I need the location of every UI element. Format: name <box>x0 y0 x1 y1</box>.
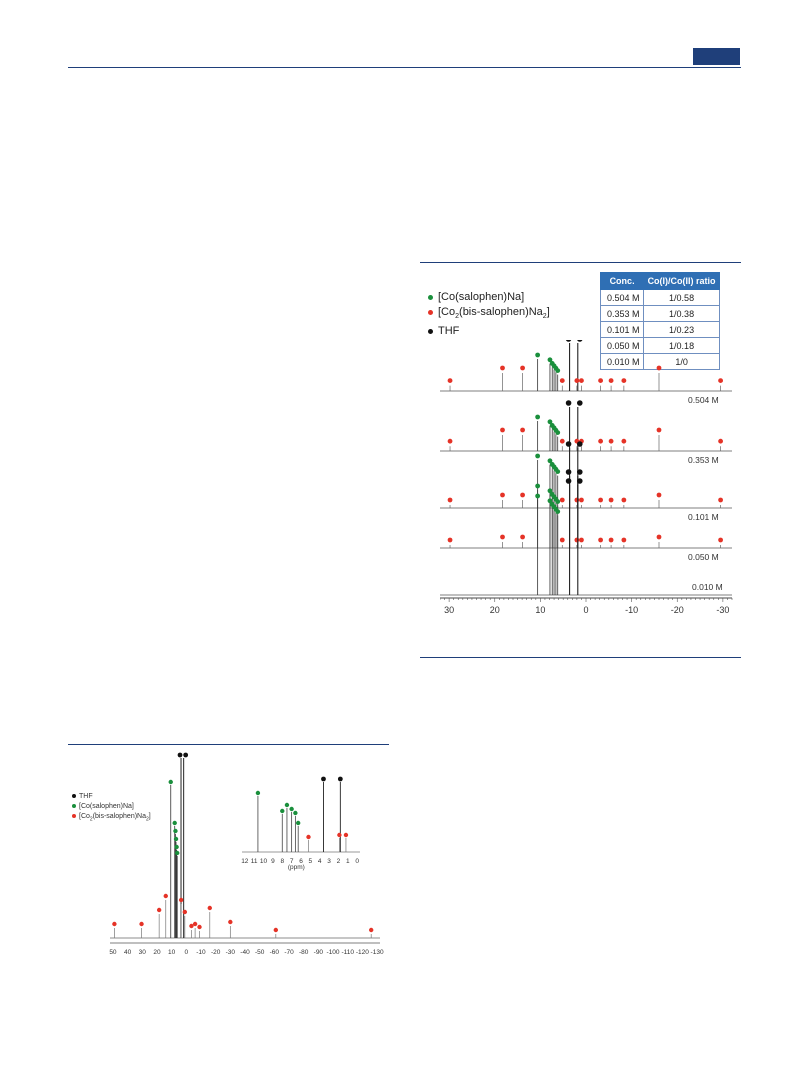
x-tick-label: -10 <box>196 949 206 956</box>
inset-x-tick-label: 10 <box>259 858 268 865</box>
marker-thf <box>566 478 572 484</box>
marker-red <box>657 428 662 433</box>
x-tick-label: 0 <box>184 949 189 956</box>
figure-bottom-rule <box>68 744 389 745</box>
x-tick-label: 20 <box>153 949 161 956</box>
legend-label-black: THF <box>79 793 93 800</box>
marker-green <box>555 499 560 504</box>
x-tick-label: -60 <box>269 949 280 956</box>
marker-thf <box>577 340 583 342</box>
inset-x-axis-label: (ppm) <box>287 864 305 871</box>
x-tick-label: -30 <box>716 605 730 615</box>
x-tick-label: -100 <box>326 949 340 956</box>
inset-marker-red <box>306 835 310 839</box>
marker-thf <box>577 441 583 447</box>
x-tick-label: -10 <box>625 605 639 615</box>
figure-top-legend <box>428 290 550 339</box>
table-cell-ratio: 1/0.38 <box>644 306 720 322</box>
marker-red <box>164 894 168 898</box>
ratio-table-header-row <box>601 273 720 290</box>
table-row <box>601 306 720 322</box>
inset-x-tick-label: 9 <box>271 858 275 865</box>
x-tick-label: 50 <box>109 949 117 956</box>
table-cell-conc: 0.050 M <box>601 338 644 354</box>
inset-x-tick-label: 6 <box>299 858 303 865</box>
marker-red <box>621 498 626 503</box>
inset-marker-green <box>285 803 289 807</box>
legend-label-black: THF <box>438 325 460 338</box>
x-tick-label: -50 <box>254 949 265 956</box>
inset-marker-red <box>344 833 348 837</box>
trace-label: 0.101 M <box>688 512 719 522</box>
marker-red <box>500 493 505 498</box>
inset-marker-red <box>337 833 341 837</box>
legend-dot-black <box>428 329 433 334</box>
inset-marker-thf <box>338 777 343 782</box>
marker-green <box>174 845 178 849</box>
marker-red <box>112 922 116 926</box>
legend-label-green: [Co(salophen)Na] <box>438 291 525 303</box>
legend-label-red-3: ] <box>148 813 151 820</box>
marker-red <box>500 366 505 371</box>
marker-red <box>598 378 603 383</box>
inset-x-tick-label: 12 <box>241 858 249 865</box>
marker-red <box>520 493 525 498</box>
nmr-full-spectrum <box>90 748 390 963</box>
x-tick-label: 20 <box>489 605 500 615</box>
marker-thf <box>566 340 572 342</box>
marker-red <box>560 378 565 383</box>
inset-marker-green <box>296 821 300 825</box>
legend-item-red <box>428 305 550 324</box>
marker-red <box>657 535 662 540</box>
inset-marker-green <box>280 809 284 813</box>
marker-green <box>535 484 540 489</box>
x-tick-label: 40 <box>123 949 132 956</box>
marker-red <box>274 928 278 932</box>
marker-red <box>208 906 212 910</box>
marker-thf <box>183 753 188 758</box>
inset-x-tick-label: 0 <box>355 858 360 865</box>
x-tick-label: -120 <box>355 949 369 956</box>
marker-green <box>555 430 560 435</box>
marker-red <box>520 366 525 371</box>
marker-red <box>574 378 579 383</box>
table-cell-conc: 0.010 M <box>601 354 644 370</box>
legend-label-red-2: (bis-salophen)Na <box>459 306 543 318</box>
marker-red <box>598 498 603 503</box>
legend-dot-black <box>72 794 76 798</box>
marker-red <box>448 538 453 543</box>
legend-label-red-3: ] <box>546 306 550 318</box>
figure-top-bottom-rule <box>420 657 741 658</box>
legend-item-green <box>428 290 550 305</box>
marker-red <box>560 439 565 444</box>
marker-thf <box>566 441 572 447</box>
marker-red <box>448 439 453 444</box>
legend-label-red-2: (bis-salophen)Na <box>92 813 146 820</box>
legend-label-red-1: [Co <box>79 813 90 820</box>
marker-thf <box>577 469 583 475</box>
header-badge <box>693 48 740 65</box>
marker-thf <box>577 400 583 406</box>
marker-green <box>169 780 173 784</box>
marker-red <box>718 378 723 383</box>
marker-red <box>579 538 584 543</box>
inset-x-tick-label: 5 <box>308 858 313 865</box>
marker-red <box>520 535 525 540</box>
legend-label-green: [Co(salophen)Na] <box>79 803 134 810</box>
legend-item-black <box>428 324 550 339</box>
marker-red <box>598 538 603 543</box>
legend-dot-red <box>72 814 76 818</box>
marker-red <box>183 910 187 914</box>
x-tick-label: -80 <box>298 949 309 956</box>
marker-green <box>555 368 560 373</box>
x-tick-label: -40 <box>240 949 250 956</box>
legend-label-red-sub2: 2 <box>542 313 547 321</box>
table-cell-ratio: 1/0.23 <box>644 322 720 338</box>
marker-thf <box>566 469 572 475</box>
marker-red <box>179 898 183 902</box>
x-tick-label: -130 <box>370 949 384 956</box>
inset-x-tick-label: 8 <box>280 858 285 865</box>
figure-top-rule <box>420 262 741 263</box>
x-tick-label: 30 <box>138 949 146 956</box>
marker-red <box>718 439 723 444</box>
trace-label: 0.010 M <box>692 582 723 592</box>
marker-red <box>193 922 197 926</box>
inset-marker-green <box>256 791 260 795</box>
marker-red <box>718 538 723 543</box>
marker-green <box>555 469 560 474</box>
marker-red <box>560 498 565 503</box>
marker-red <box>609 378 614 383</box>
marker-green <box>555 509 560 514</box>
marker-red <box>448 498 453 503</box>
legend-label-red-sub1: 2 <box>455 313 460 321</box>
inset-x-tick-label: 7 <box>289 858 294 865</box>
marker-green <box>535 494 540 499</box>
legend-label-red-sub1: 2 <box>89 816 93 823</box>
x-tick-label: -20 <box>210 949 221 956</box>
inset-x-tick-label: 11 <box>250 858 258 865</box>
x-tick-label: 30 <box>444 605 455 615</box>
marker-thf <box>577 478 583 484</box>
x-tick-label: 0 <box>583 605 589 615</box>
legend-dot-red <box>428 310 433 315</box>
header-rule <box>68 67 741 68</box>
table-cell-ratio: 1/0.18 <box>644 338 720 354</box>
ratio-table-header-ratio: Co(I)/Co(II) ratio <box>644 273 720 290</box>
marker-red <box>657 493 662 498</box>
marker-red <box>579 378 584 383</box>
marker-red <box>598 439 603 444</box>
marker-red <box>448 378 453 383</box>
marker-red <box>579 498 584 503</box>
marker-green <box>535 353 540 358</box>
marker-thf <box>566 400 572 406</box>
nmr-stacked-spectra <box>440 340 740 630</box>
inset-x-tick-label: 4 <box>317 858 322 865</box>
table-cell-conc: 0.101 M <box>601 322 644 338</box>
trace-label: 0.050 M <box>688 552 719 562</box>
legend-dot-green <box>428 295 433 300</box>
table-row <box>601 322 720 338</box>
marker-red <box>718 498 723 503</box>
inset-marker-green <box>289 807 293 811</box>
legend-label-red-1: [Co <box>438 306 456 318</box>
marker-red <box>574 538 579 543</box>
marker-red <box>500 535 505 540</box>
marker-green <box>173 829 177 833</box>
inset-marker-green <box>293 811 297 815</box>
inset-marker-thf <box>321 777 326 782</box>
marker-green <box>535 415 540 420</box>
marker-red <box>197 925 201 929</box>
marker-red <box>157 908 161 912</box>
x-tick-label: 10 <box>168 949 176 956</box>
marker-red <box>520 428 525 433</box>
table-cell-conc: 0.353 M <box>601 306 644 322</box>
marker-red <box>621 439 626 444</box>
table-row <box>601 290 720 306</box>
x-tick-label: -70 <box>284 949 294 956</box>
ratio-table-header-conc: Conc. <box>601 273 644 290</box>
marker-red <box>139 922 143 926</box>
marker-red <box>560 538 565 543</box>
table-cell-conc: 0.504 M <box>601 290 644 306</box>
marker-green <box>173 821 177 825</box>
table-cell-ratio: 1/0.58 <box>644 290 720 306</box>
inset-x-tick-label: 1 <box>346 858 350 865</box>
x-tick-label: -110 <box>341 949 354 956</box>
marker-green <box>174 837 178 841</box>
trace-label: 0.504 M <box>688 395 719 405</box>
marker-red <box>500 428 505 433</box>
legend-label-red-sub2: 2 <box>146 816 149 823</box>
table-cell-ratio: 1/0 <box>644 354 720 370</box>
marker-red <box>609 498 614 503</box>
inset-x-tick-label: 3 <box>327 858 331 865</box>
marker-red <box>609 538 614 543</box>
inset-x-tick-label: 2 <box>336 858 341 865</box>
marker-green <box>175 851 179 855</box>
marker-red <box>228 920 232 924</box>
x-tick-label: -20 <box>670 605 684 615</box>
x-tick-label: 10 <box>535 605 546 615</box>
x-tick-label: -90 <box>313 949 324 956</box>
marker-thf <box>178 753 183 758</box>
marker-green <box>535 454 540 459</box>
x-tick-label: -30 <box>225 949 236 956</box>
legend-dot-green <box>72 804 76 808</box>
marker-red <box>369 928 373 932</box>
marker-red <box>574 498 579 503</box>
marker-red <box>621 538 626 543</box>
trace-label: 0.353 M <box>688 455 719 465</box>
marker-red <box>657 366 662 371</box>
marker-red <box>609 439 614 444</box>
marker-red <box>621 378 626 383</box>
